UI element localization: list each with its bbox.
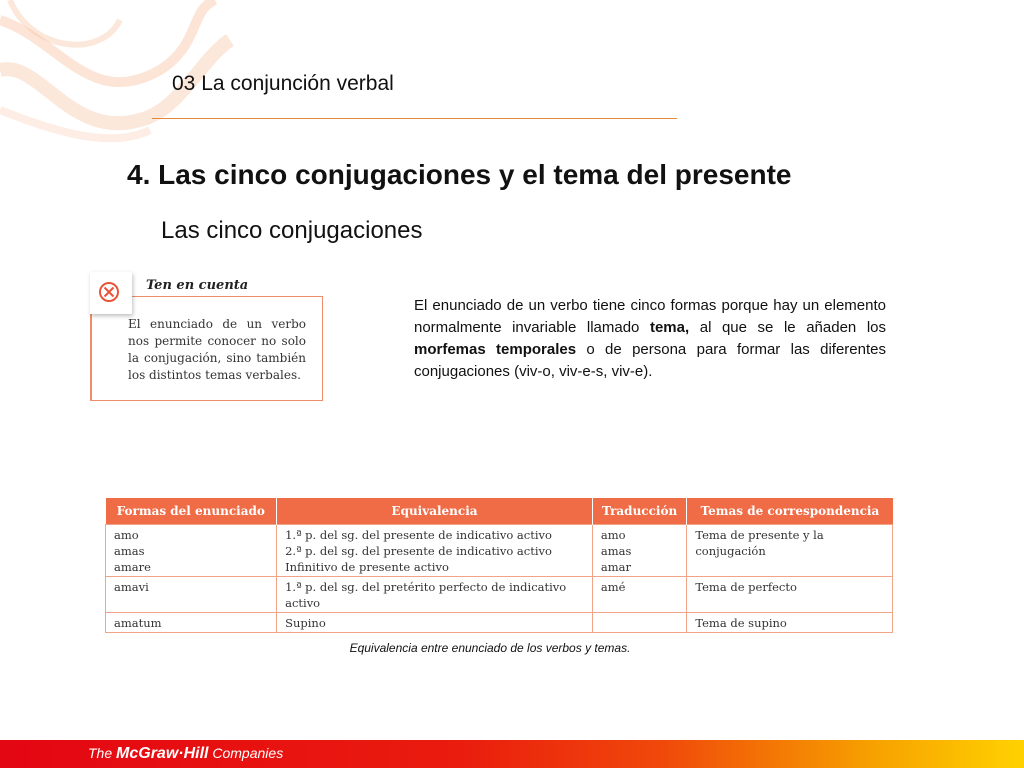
para-text: o de persona para formar las diferentes conjugaciones (viv-o, viv-e-s, viv-e). xyxy=(414,341,886,380)
conjugation-table xyxy=(105,498,893,633)
table-cell xyxy=(592,613,686,633)
table-row xyxy=(106,613,893,633)
table-header-row xyxy=(106,498,893,525)
page-title: 4. Las cinco conjugaciones y el tema del presente xyxy=(127,159,792,190)
cell-line: 2.ª p. del sg. del presente de indicativo activo xyxy=(285,544,552,558)
table-cell: amé xyxy=(592,577,686,613)
table-cell xyxy=(277,525,593,577)
section-title: 03 La conjunción verbal xyxy=(172,72,394,95)
table-cell: amatum xyxy=(106,613,277,633)
logo-suffix: Companies xyxy=(208,745,284,761)
note-text: El enunciado de un verbo nos permite conocer no solo la conjugación, sino también los distintos temas verbales. xyxy=(128,317,306,382)
note-tab xyxy=(90,272,132,314)
cell-line: amar xyxy=(600,560,632,574)
cell-line: 1.ª p. del sg. del presente de indicativo activo xyxy=(285,528,552,542)
table-cell: 1.ª p. del sg. del pretérito perfecto de indicativo activo xyxy=(277,577,593,613)
cell-line: amas xyxy=(114,544,145,558)
close-circle-icon xyxy=(90,272,132,314)
cell-line: amas xyxy=(600,544,632,558)
column-header: Traducción xyxy=(592,498,686,525)
table-cell xyxy=(106,525,277,577)
table-cell: Tema de supino xyxy=(687,613,893,633)
cell-line: Infinitivo de presente activo xyxy=(285,560,449,574)
para-bold-morfemas: morfemas temporales xyxy=(414,341,577,358)
page-subtitle: Las cinco conjugaciones xyxy=(161,217,423,244)
table-caption: Equivalencia entre enunciado de los verbos y temas. xyxy=(349,641,631,655)
footer-bar xyxy=(0,740,1024,768)
cell-line: amo xyxy=(114,528,139,542)
table-cell: Supino xyxy=(277,613,593,633)
column-header: Temas de correspondencia xyxy=(687,498,893,525)
cell-line: amo xyxy=(600,528,626,542)
publisher-logo xyxy=(88,745,283,763)
note-title: Ten en cuenta xyxy=(146,278,249,293)
table-cell: Tema de presente y la conjugación xyxy=(687,525,893,577)
table-cell xyxy=(592,525,686,577)
column-header: Equivalencia xyxy=(277,498,593,525)
table-cell: Tema de perfecto xyxy=(687,577,893,613)
table-row xyxy=(106,525,893,577)
para-bold-tema: tema, xyxy=(649,319,690,336)
divider xyxy=(152,118,677,119)
body-paragraph xyxy=(414,295,886,383)
note-box xyxy=(90,272,322,400)
cell-line: amare xyxy=(114,560,151,574)
column-header: Formas del enunciado xyxy=(106,498,277,525)
para-text: al que se le añaden los xyxy=(689,319,886,336)
para-text: El enunciado de un verbo tiene cinco formas porque hay un elemento normalmente invariable llamado xyxy=(414,297,886,336)
table-row xyxy=(106,577,893,613)
logo-prefix: The xyxy=(88,745,117,761)
logo-brand: McGraw·Hill xyxy=(116,745,209,762)
table-cell: amavi xyxy=(106,577,277,613)
